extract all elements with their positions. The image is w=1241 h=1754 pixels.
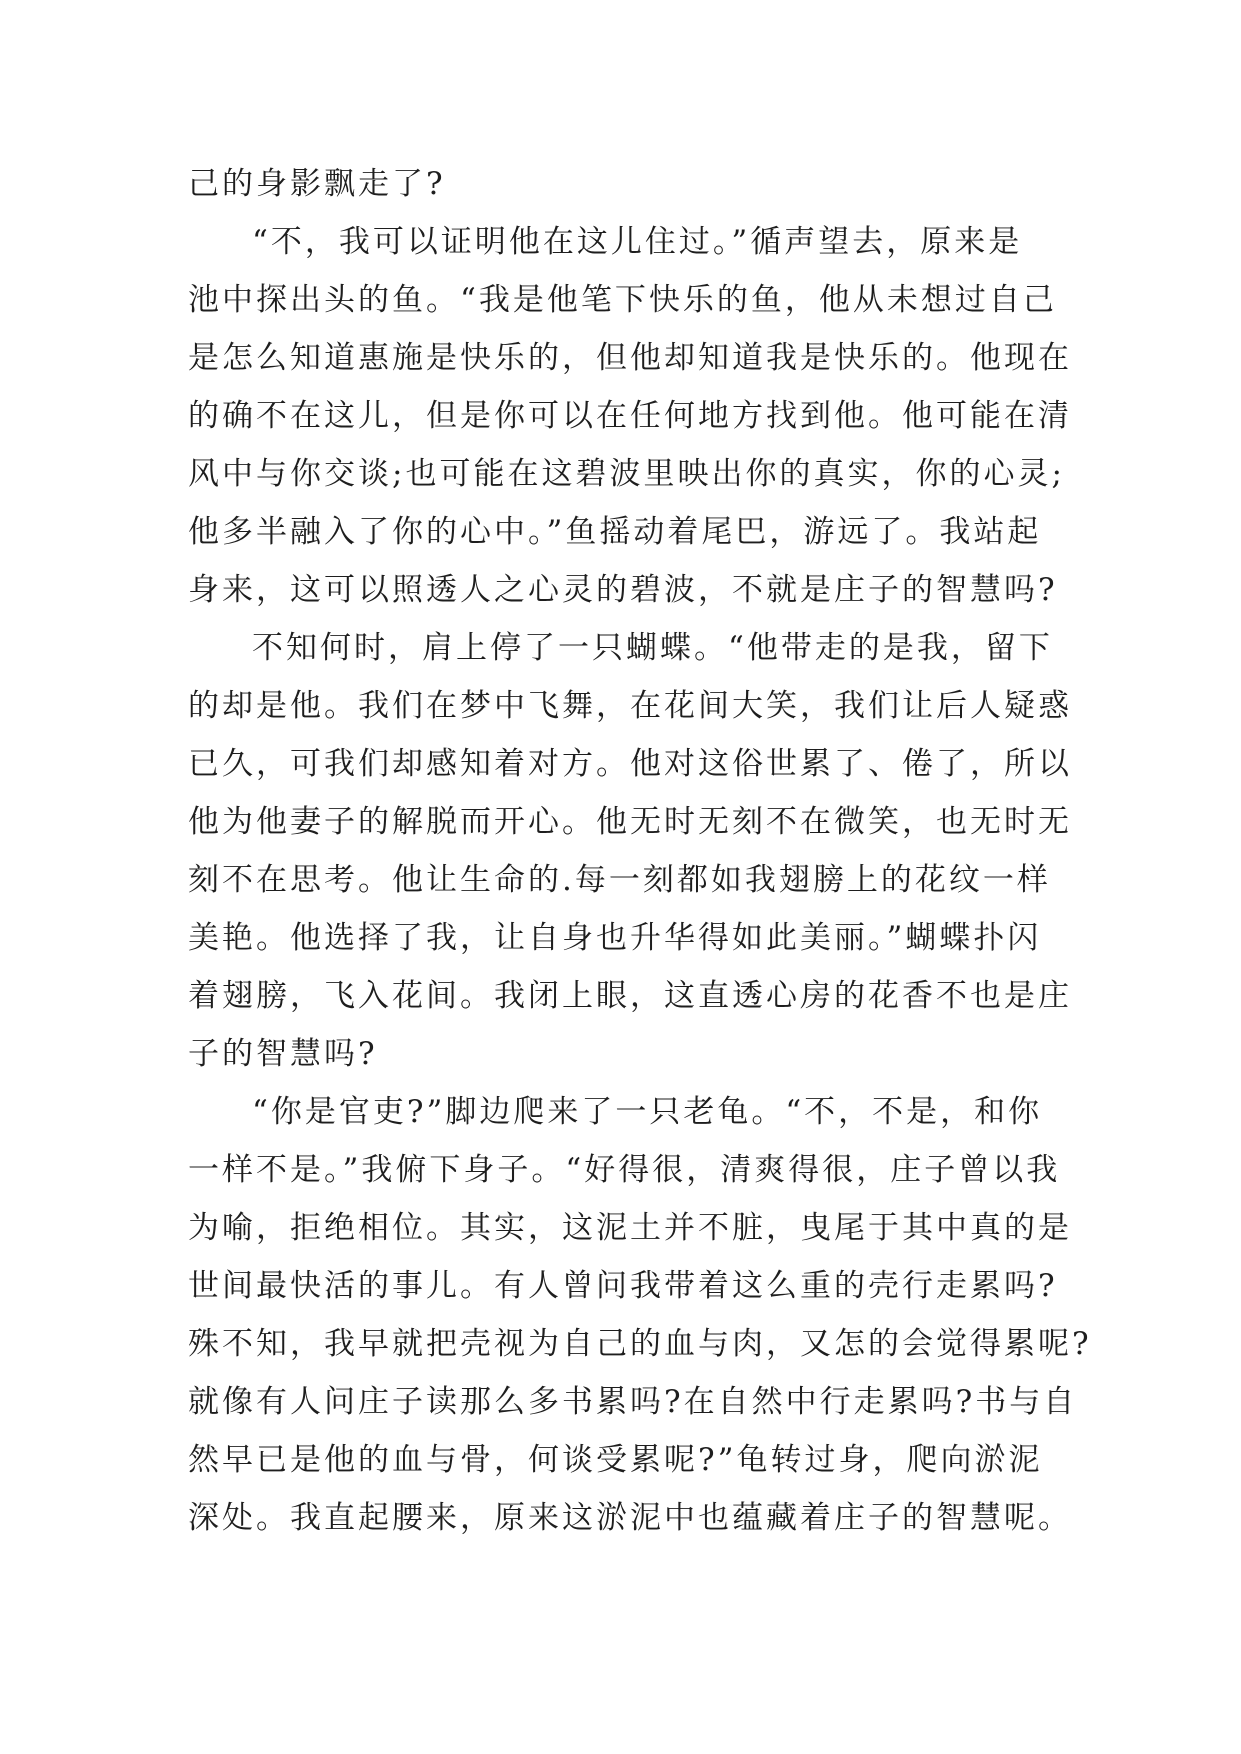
text-line: 风中与你交谈;也可能在这碧波里映出你的真实，你的心灵; <box>188 456 1065 492</box>
text-line: 的却是他。我们在梦中飞舞，在花间大笑，我们让后人疑惑 <box>188 688 1072 724</box>
text-line: 世间最快活的事儿。有人曾问我带着这么重的壳行走累吗? <box>188 1268 1058 1304</box>
text-line: 深处。我直起腰来，原来这淤泥中也蕴藏着庄子的智慧呢。 <box>188 1500 1072 1536</box>
text-line: 刻不在思考。他让生命的.每一刻都如我翅膀上的花纹一样 <box>188 862 1051 898</box>
text-line: 美艳。他选择了我，让自身也升华得如此美丽。”蝴蝶扑闪 <box>188 920 1042 956</box>
text-line: 一样不是。”我俯下身子。“好得很，清爽得很，庄子曾以我 <box>188 1152 1061 1188</box>
text-line: 身来，这可以照透人之心灵的碧波，不就是庄子的智慧吗? <box>188 572 1058 608</box>
text-line: 不知何时，肩上停了一只蝴蝶。“他带走的是我，留下 <box>252 630 1053 666</box>
text-line: 池中探出头的鱼。“我是他笔下快乐的鱼，他从未想过自己 <box>188 282 1057 318</box>
text-line: “不，我可以证明他在这儿住过。”循声望去，原来是 <box>252 224 1023 260</box>
text-line: 的确不在这儿，但是你可以在任何地方找到他。他可能在清 <box>188 398 1072 434</box>
text-line: “你是官吏?”脚边爬来了一只老龟。“不，不是，和你 <box>252 1094 1043 1130</box>
text-line: 已久，可我们却感知着对方。他对这俗世累了、倦了，所以 <box>188 746 1072 782</box>
text-line: 殊不知，我早就把壳视为自己的血与肉，又怎的会觉得累呢? <box>188 1326 1092 1362</box>
text-line: 子的智慧吗? <box>188 1036 378 1072</box>
text-line: 是怎么知道惠施是快乐的，但他却知道我是快乐的。他现在 <box>188 340 1072 376</box>
essay-text <box>188 155 1092 1547</box>
text-line: 他为他妻子的解脱而开心。他无时无刻不在微笑，也无时无 <box>188 804 1072 840</box>
text-line: 为喻，拒绝相位。其实，这泥土并不脏，曳尾于其中真的是 <box>188 1210 1072 1246</box>
text-line: 己的身影飘走了? <box>188 166 446 202</box>
text-line: 然早已是他的血与骨，何谈受累呢?”龟转过身，爬向淤泥 <box>188 1442 1043 1478</box>
text-line: 就像有人问庄子读那么多书累吗?在自然中行走累吗?书与自 <box>188 1384 1078 1420</box>
text-line: 他多半融入了你的心中。”鱼摇动着尾巴，游远了。我站起 <box>188 514 1042 550</box>
text-line: 着翅膀，飞入花间。我闭上眼，这直透心房的花香不也是庄 <box>188 978 1072 1014</box>
